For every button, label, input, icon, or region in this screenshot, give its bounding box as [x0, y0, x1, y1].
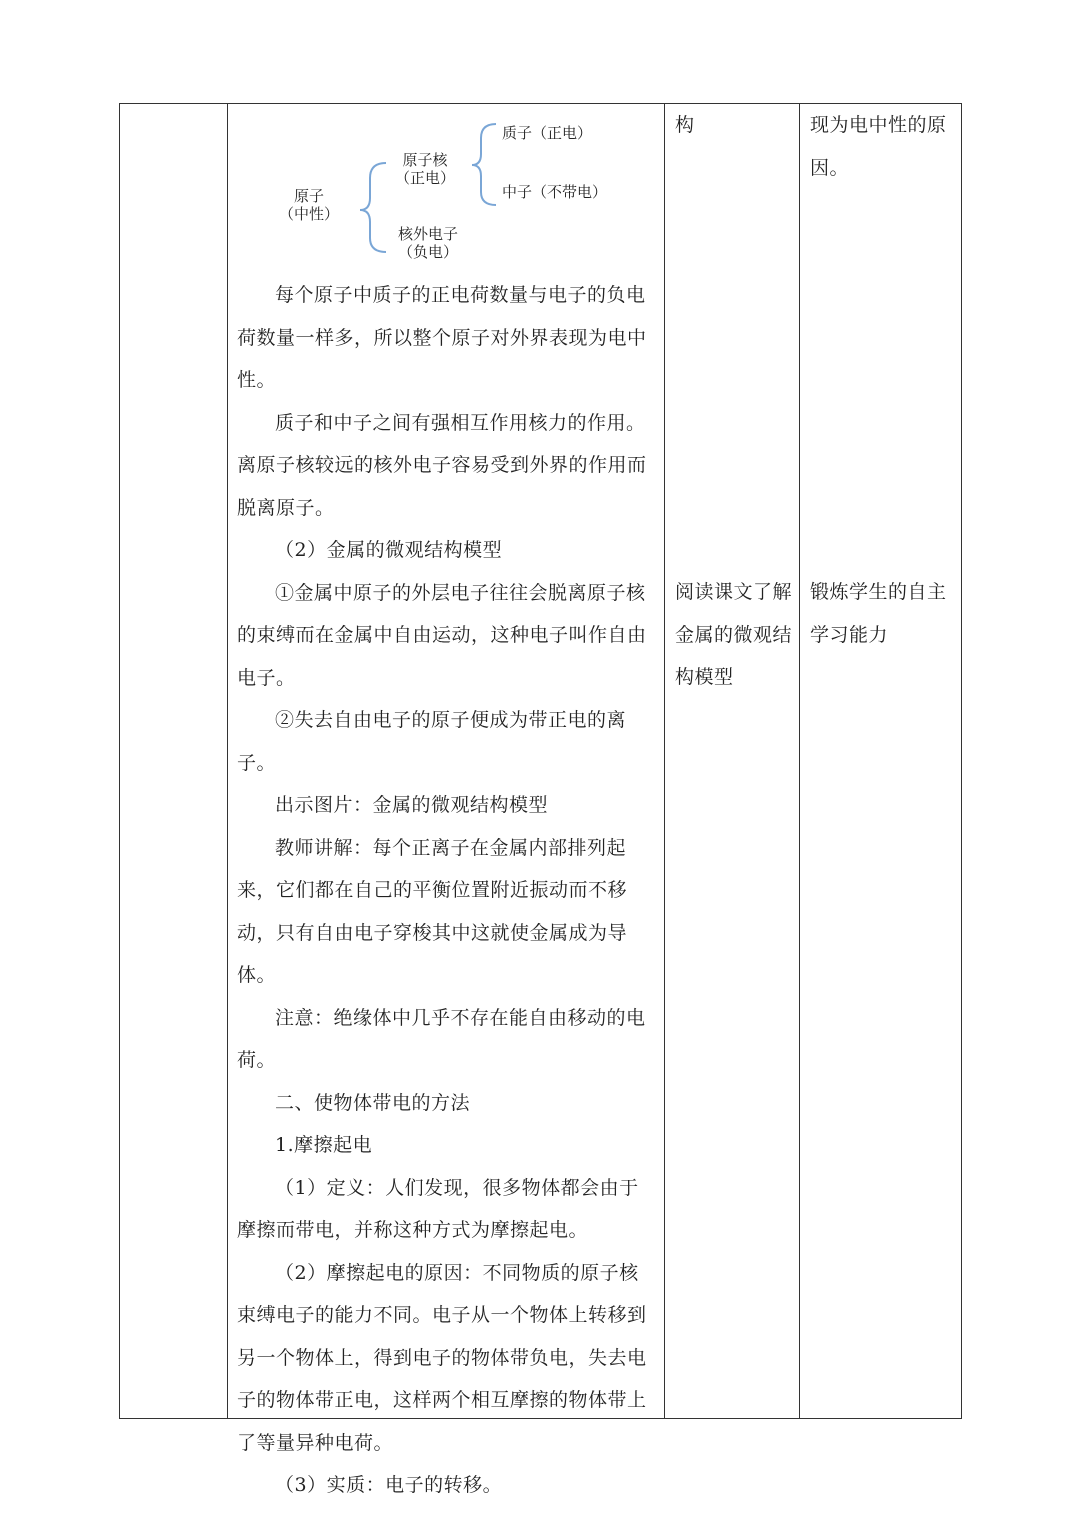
- paragraph-show-picture: 出示图片：金属的微观结构模型: [275, 794, 549, 816]
- electron-charge-label: （负电）: [397, 243, 458, 261]
- intent-goal: 锻炼学生的自主学习能力: [810, 581, 947, 646]
- nucleus-charge-label: （正电）: [394, 169, 455, 187]
- column-divider: [227, 104, 228, 1418]
- neutron-label: 中子（不带电）: [502, 183, 608, 201]
- column-divider: [799, 104, 800, 1418]
- column-divider: [664, 104, 665, 1418]
- nucleus-label: 原子核: [402, 151, 448, 169]
- proton-label: 质子（正电）: [502, 124, 593, 142]
- heading-metal-model: （2）金属的微观结构模型: [275, 539, 503, 561]
- paragraph-nuclear-force: 质子和中子之间有强相互作用核力的作用。离原子核较远的核外电子容易受到外界的作用而脱离原子。: [237, 411, 647, 519]
- atom-charge-label: （中性）: [278, 205, 339, 223]
- paragraph-insulator-note: 注意：绝缘体中几乎不存在能自由移动的电荷。: [237, 1006, 646, 1071]
- heading-charging-methods: 二、使物体带电的方法: [275, 1091, 471, 1114]
- paragraph-neutral-atom: 每个原子中质子的正电荷数量与电子的负电荷数量一样多，所以整个原子对外界表现为电中性。: [237, 284, 647, 391]
- student-activity: 阅读课文了解金属的微观结构模型: [675, 581, 793, 688]
- paragraph-teacher-explanation: 教师讲解：每个正离子在金属内部排列起来，它们都在自己的平衡位置附近振动而不移动，只有自由电子穿梭其中这就使金属成为导体。: [237, 836, 628, 986]
- electron-label: 核外电子: [397, 225, 458, 243]
- paragraph-friction-cause: （2）摩擦起电的原因：不同物质的原子核束缚电子的能力不同。电子从一个物体上转移到另一个物体上，得到电子的物体带负电，失去电子的物体带正电，这样两个相互摩擦的物体带上了等量异种电荷。: [237, 1261, 647, 1454]
- teaching-content: [237, 274, 655, 1507]
- heading-friction-charging: 1.摩擦起电: [275, 1134, 373, 1156]
- paragraph-free-electrons: ①金属中原子的外层电子往往会脱离原子核的束缚而在金属中自由运动，这种电子叫作自由电子。: [237, 581, 647, 689]
- atom-label: 原子: [293, 187, 324, 205]
- paragraph-friction-definition: （1）定义：人们发现，很多物体都会由于摩擦而带电，并称这种方式为摩擦起电。: [237, 1176, 639, 1241]
- student-col-top: 构: [675, 114, 695, 136]
- intent-col-top: 现为电中性的原因。: [810, 114, 947, 179]
- paragraph-friction-essence: （3）实质：电子的转移。: [275, 1474, 503, 1496]
- paragraph-positive-ions: ②失去自由电子的原子便成为带正电的离子。: [237, 709, 627, 774]
